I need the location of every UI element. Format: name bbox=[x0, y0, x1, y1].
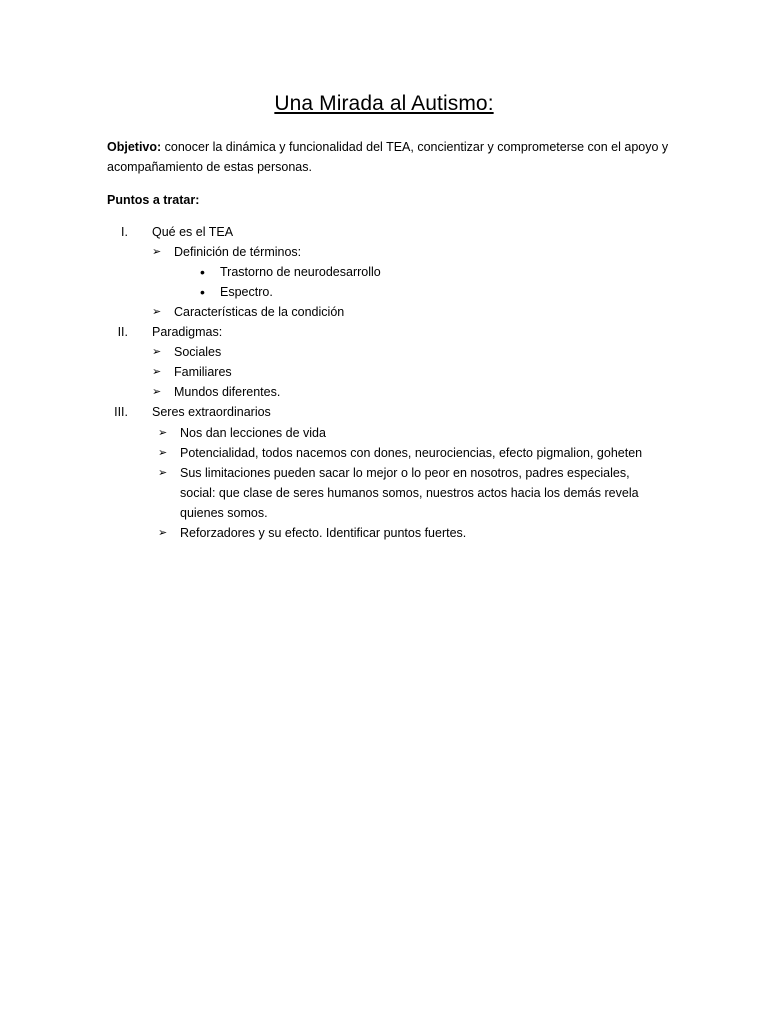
objective-text: conocer la dinámica y funcionalidad del TEA, concientizar y comprometerse con el apoyo y acompañamiento de estas personas. bbox=[107, 140, 669, 174]
section-numeral: I. bbox=[121, 225, 128, 239]
list-item: Sociales bbox=[174, 345, 222, 359]
points-heading: Puntos a tratar: bbox=[107, 193, 200, 207]
section-title: Paradigmas: bbox=[152, 325, 223, 339]
arrow-bullet-icon: ➢ bbox=[152, 306, 162, 318]
document-title: Una Mirada al Autismo: bbox=[274, 92, 494, 115]
arrow-bullet-icon: ➢ bbox=[158, 447, 168, 459]
arrow-bullet-icon: ➢ bbox=[152, 246, 162, 258]
list-item: Familiares bbox=[174, 365, 232, 379]
list-item: Potencialidad, todos nacemos con dones, neurociencias, efecto pigmalion, goheten bbox=[180, 446, 643, 460]
section-title: Seres extraordinarios bbox=[152, 405, 271, 419]
section-title: Qué es el TEA bbox=[152, 225, 234, 239]
list-item: Reforzadores y su efecto. Identificar puntos fuertes. bbox=[180, 526, 467, 540]
list-item: Mundos diferentes. bbox=[174, 385, 281, 399]
objective-label: Objetivo: bbox=[107, 140, 162, 154]
list-item: Nos dan lecciones de vida bbox=[180, 426, 326, 440]
arrow-bullet-icon: ➢ bbox=[158, 527, 168, 539]
list-item: Definición de términos: bbox=[174, 245, 302, 259]
sub-list-item: Trastorno de neurodesarrollo bbox=[220, 265, 381, 279]
bullet-icon: • bbox=[200, 264, 205, 280]
section-numeral: III. bbox=[114, 405, 128, 419]
arrow-bullet-icon: ➢ bbox=[152, 346, 162, 358]
list-item: Características de la condición bbox=[174, 305, 345, 319]
sub-list-item: Espectro. bbox=[220, 285, 273, 299]
section-numeral: II. bbox=[117, 325, 128, 339]
arrow-bullet-icon: ➢ bbox=[152, 386, 162, 398]
arrow-bullet-icon: ➢ bbox=[152, 366, 162, 378]
arrow-bullet-icon: ➢ bbox=[158, 427, 168, 439]
bullet-icon: • bbox=[200, 284, 205, 300]
list-item: Sus limitaciones pueden sacar lo mejor o lo peor en nosotros, padres especiales, social: que clase de seres humanos somos, nuestros actos hacia los demás revela quienes somos. bbox=[180, 466, 639, 520]
arrow-bullet-icon: ➢ bbox=[158, 467, 168, 479]
